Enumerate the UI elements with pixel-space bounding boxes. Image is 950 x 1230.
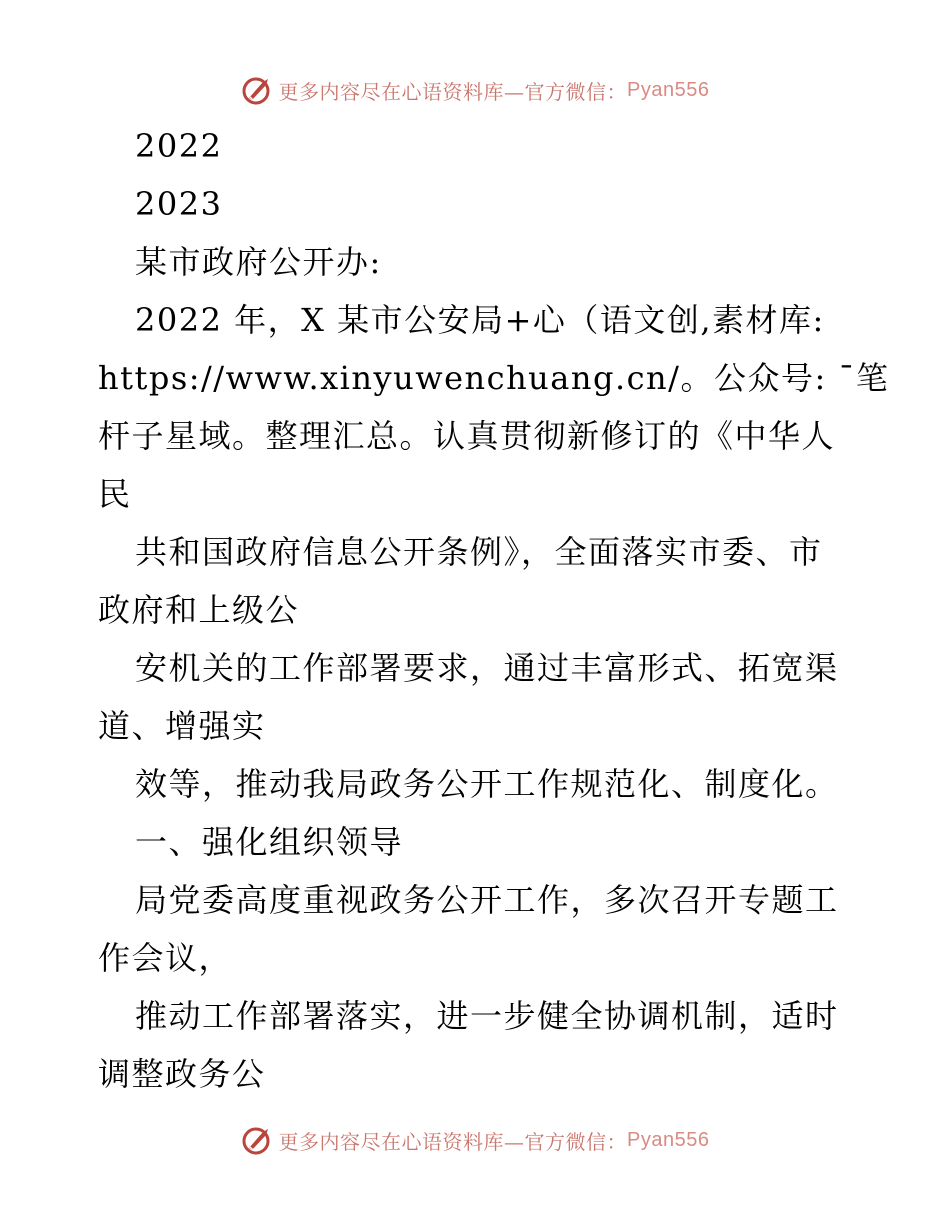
watermark-text: 更多内容尽在心语资料库—官方微信： bbox=[278, 79, 628, 104]
watermark-header bbox=[0, 70, 950, 110]
text-line: 效等，推动我局政务公开工作规范化、制度化。 bbox=[135, 765, 839, 803]
text-line: 政府和上级公 bbox=[98, 591, 300, 629]
text-line: 安机关的工作部署要求，通过丰富形式、拓宽渠 bbox=[135, 649, 839, 687]
text-line: 民 bbox=[98, 475, 132, 513]
pen-logo-icon bbox=[241, 1124, 273, 1156]
text-line: 杆子星域。整理汇总。认真贯彻新修订的《中华人 bbox=[98, 417, 836, 455]
text-line: https://www.xinyuwenchuang.cn/。公众号: ¯笔 bbox=[98, 359, 890, 397]
text-line: 调整政务公 bbox=[98, 1055, 266, 1093]
pen-logo-icon bbox=[241, 74, 273, 106]
watermark-wechat-id: Pyan556 bbox=[627, 1128, 710, 1151]
text-line: 共和国政府信息公开条例》，全面落实市委、市 bbox=[135, 533, 823, 571]
text-line: 道、增强实 bbox=[98, 707, 266, 745]
section-heading: 一、强化组织领导 bbox=[135, 823, 404, 861]
document-body bbox=[98, 117, 890, 1103]
watermark-text: 更多内容尽在心语资料库—官方微信： bbox=[278, 1129, 628, 1154]
text-line: 2023 bbox=[135, 185, 223, 223]
text-line: 某市政府公开办: bbox=[135, 243, 382, 281]
watermark-wechat-id: Pyan556 bbox=[627, 78, 710, 101]
watermark-footer bbox=[0, 1120, 950, 1160]
text-line: 2022 bbox=[135, 127, 223, 165]
text-line: 2022 年，X 某市公安局+心（语文创,素材库: bbox=[135, 301, 825, 339]
text-line: 作会议， bbox=[98, 939, 233, 977]
text-line: 推动工作部署落实，进一步健全协调机制，适时 bbox=[135, 997, 839, 1035]
text-line: 局党委高度重视政务公开工作，多次召开专题工 bbox=[135, 881, 839, 919]
